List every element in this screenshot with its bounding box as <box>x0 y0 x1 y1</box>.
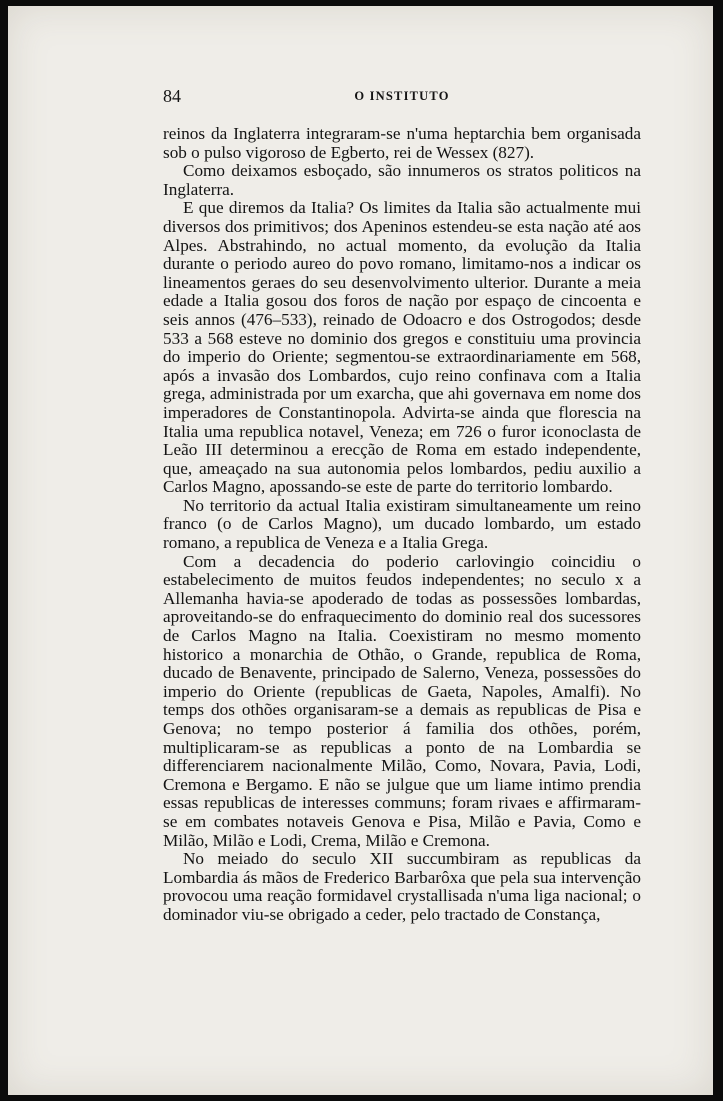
page-header <box>163 86 641 110</box>
paragraph: Como deixamos esboçado, são innumeros os stratos politicos na Inglaterra. <box>163 161 641 199</box>
paragraph: No territorio da actual Italia existiram simultaneamente um reino franco (o de Carlos Magno), um ducado lombardo, um estado romano, a republica de Veneza e a Italia Grega. <box>163 495 641 553</box>
body-text <box>163 125 641 925</box>
paragraph: Com a decadencia do poderio carlovingio coincidiu o estabelecimento de muitos feudos independentes; no seculo x a Allemanha havia-se apoderado de todas as possessões lombardas, aproveitando-se do enfraquecimento do dominio real dos sucessores de Carlos Magno na Italia. Coexistiram no mesmo momento historico a monarchia de Othão, o Grande, republica de Roma, ducado de Benavente, principado de Salerno, Veneza, possessões do imperio do Oriente (republicas de Gaeta, Napoles, Amalfi). No temps dos othões organisaram-se a demais as republicas de Pisa e Genova; no tempo posterior á familia dos othões, porém, multiplicaram-se as republicas a ponto de na Lombardia se differenciarem nacionalmente Milão, Como, Novara, Pavia, Lodi, Cremona e Bergamo. E não se julgue que um liame intimo prendia essas republicas de interesses communs; foram rivaes e affirmaram-se em combates notaveis Genova e Pisa, Milão e Pavia, Como e Milão, Milão e Lodi, Crema, Milão e Cremona. <box>163 551 641 850</box>
paragraph: No meiado do seculo XII succumbiram as republicas da Lombardia ás mãos de Frederico Barbarôxa que pela sua intervenção provocou uma reação formidavel crystallisada n'uma liga nacional; o dominador viu-se obrigado a ceder, pelo tractado de Constança, <box>163 849 641 924</box>
paragraph: E que diremos da Italia? Os limites da Italia são actualmente mui diversos dos primitivos; dos Apeninos estendeu-se esta nação até aos Alpes. Abstrahindo, no actual momento, da evolução da Italia durante o periodo aureo do povo romano, limitamo-nos a indicar os lineamentos geraes do seu desenvolvimento ulterior. Durante a meia edade a Italia gosou dos foros de nação por espaço de cincoenta e seis annos (476–533), reinado de Odoacro e dos Ostrogodos; desde 533 a 568 esteve no dominio dos gregos e constituiu uma provincia do imperio do Oriente; segmentou-se extraordinariamente em 568, após a invasão dos Lombardos, cujo reino confinava com a Italia grega, administrada por um exarcha, que ahi governava em nome dos imperadores de Constantinopola. Advirta-se ainda que florescia na Italia uma republica notavel, Veneza; em 726 o furor iconoclasta de Leão III determinou a erecção de Roma em estado independente, que, ameaçado na sua autonomia pelos lombardos, pediu auxilio a Carlos Magno, apossando-se este de parte do territorio lombardo. <box>163 198 641 497</box>
page-number: 84 <box>163 86 181 106</box>
paragraph: reinos da Inglaterra integraram-se n'uma heptarchia bem organisada sob o pulso vigoroso de Egberto, rei de Wessex (827). <box>163 124 641 162</box>
running-title: O INSTITUTO <box>354 89 450 103</box>
